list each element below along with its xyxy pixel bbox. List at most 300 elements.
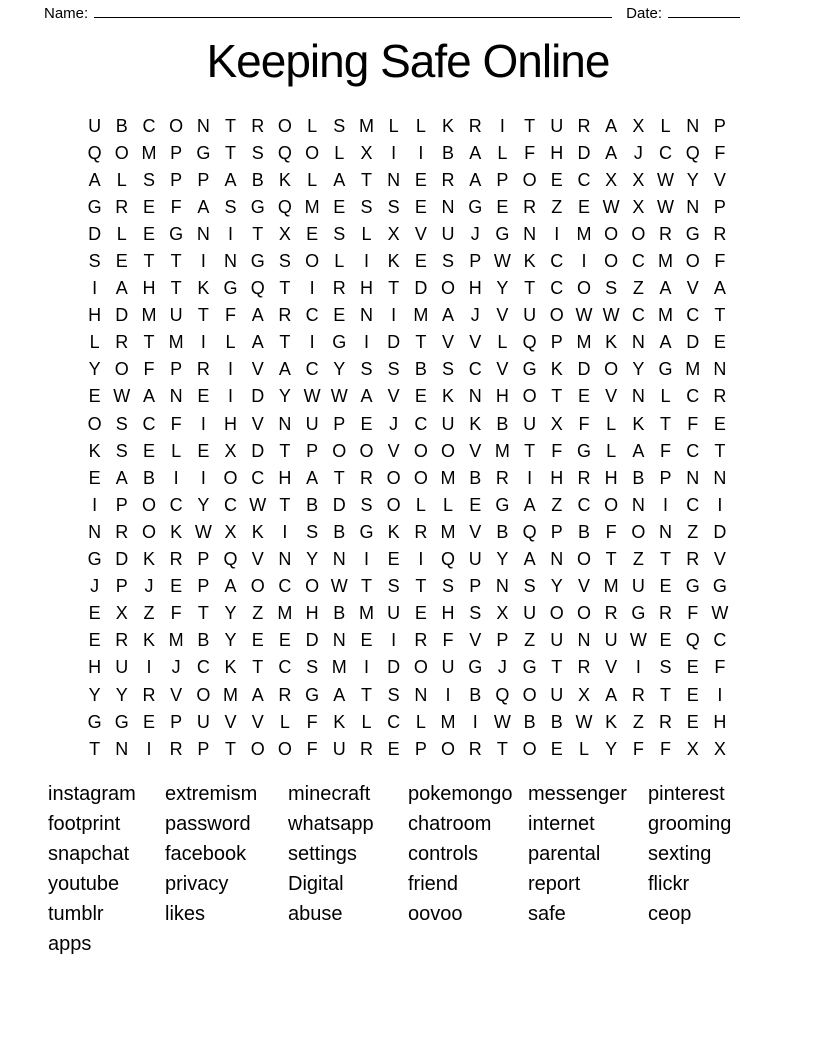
grid-letter: M [304,196,320,217]
grid-letter: R [659,711,673,732]
grid-letter: Q [87,142,102,163]
grid-letter: O [576,549,591,570]
grid-letter: X [686,738,699,759]
grid-letter: R [631,684,645,705]
grid-letter: B [142,467,155,488]
grid-letter: W [602,196,620,217]
grid-letter: V [251,711,264,732]
grid-letter: K [142,549,155,570]
grid-letter: R [659,223,673,244]
grid-letter: Q [522,332,537,353]
grid-letter: U [441,657,455,678]
grid-letter: J [633,142,643,163]
grid-letter: M [494,440,510,461]
grid-letter: L [660,115,671,136]
grid-letter: U [196,711,210,732]
grid-letter: H [278,467,292,488]
grid-letter: V [251,549,264,570]
grid-letter: B [632,467,645,488]
word-item: youtube [48,873,120,895]
word-item: apps [48,933,92,955]
grid-letter: D [577,359,591,380]
grid-letter: G [359,521,374,542]
grid-letter: R [196,359,210,380]
grid-letter: C [686,494,700,515]
grid-letter: Y [197,494,210,515]
grid-letter: M [141,305,157,326]
grid-letter: I [363,549,369,570]
grid-letter: T [143,332,155,353]
grid-letter: E [333,305,346,326]
word-item: extremism [165,783,258,805]
word-item: whatsapp [288,813,374,835]
grid-letter: M [141,142,157,163]
grid-letter: Q [495,684,510,705]
grid-letter: F [143,359,155,380]
grid-letter: S [88,251,101,272]
grid-letter: P [496,630,509,651]
grid-letter: H [468,278,482,299]
grid-letter: U [550,115,564,136]
grid-letter: H [305,603,319,624]
grid-letter: N [631,386,645,407]
grid-letter: B [469,467,482,488]
grid-letter: E [577,196,590,217]
grid-letter: P [170,359,183,380]
grid-letter: M [440,467,456,488]
grid-letter: I [309,332,315,353]
grid-letter: N [88,521,102,542]
grid-letter: S [278,251,291,272]
grid-letter: Q [277,196,292,217]
grid-letter: E [469,494,482,515]
grid-letter: M [685,359,701,380]
grid-letter: X [713,738,726,759]
word-item: minecraft [288,783,371,805]
grid-letter: F [551,440,563,461]
grid-letter: F [632,738,644,759]
grid-letter: L [334,142,345,163]
grid-letter: O [223,467,238,488]
grid-letter: J [470,223,480,244]
grid-letter: G [495,223,510,244]
grid-letter: M [277,603,293,624]
grid-letter: R [577,115,591,136]
grid-letter: N [659,521,673,542]
grid-letter: V [577,576,590,597]
grid-letter: P [115,494,128,515]
grid-letter: G [522,657,537,678]
grid-letter: O [685,251,700,272]
grid-letter: T [714,305,726,326]
grid-letter: I [92,494,98,515]
grid-letter: V [496,359,509,380]
grid-letter: G [169,223,184,244]
word-item: pokemongo [408,783,513,805]
grid-letter: K [88,440,101,461]
grid-letter: I [663,494,669,515]
grid-letter: T [551,386,563,407]
word-list-column [648,779,731,929]
grid-letter: C [251,467,265,488]
grid-letter: M [576,332,592,353]
grid-letter: Y [306,549,319,570]
grid-letter: S [387,576,400,597]
grid-letter: D [88,223,102,244]
grid-letter: N [686,196,700,217]
date-label: Date: [626,5,662,22]
grid-letter: K [469,413,482,434]
grid-letter: K [333,711,346,732]
grid-letter: Z [632,549,644,570]
grid-letter: V [387,386,400,407]
grid-letter: R [713,223,727,244]
page-title: Keeping Safe Online [206,35,610,87]
grid-letter: A [469,169,482,190]
grid-letter: R [115,630,129,651]
grid-letter: E [713,332,726,353]
grid-letter: T [89,738,101,759]
grid-letter: U [169,305,183,326]
grid-letter: E [142,440,155,461]
grid-letter: W [602,305,620,326]
grid-letter: C [169,494,183,515]
grid-letter: P [469,251,482,272]
grid-letter: X [387,223,400,244]
grid-letter: D [305,630,319,651]
grid-letter: X [224,521,237,542]
grid-letter: Y [333,359,346,380]
grid-letter: K [170,521,183,542]
grid-letter: P [469,576,482,597]
grid-letter: N [387,169,401,190]
grid-letter: E [170,576,183,597]
grid-letter: L [415,494,426,515]
grid-letter: I [717,494,723,515]
grid-letter: F [605,521,617,542]
grid-letter: X [632,115,645,136]
grid-letter: B [442,142,455,163]
grid-letter: G [87,549,102,570]
grid-letter: M [413,305,429,326]
grid-letter: G [223,278,238,299]
grid-letter: N [196,115,210,136]
grid-letter: T [605,549,617,570]
grid-letter: I [445,684,451,705]
grid-letter: I [92,278,98,299]
grid-letter: A [523,549,536,570]
grid-letter: B [115,115,128,136]
grid-letter: L [361,223,372,244]
grid-letter: I [228,223,234,244]
grid-letter: O [277,115,292,136]
grid-letter: B [251,169,264,190]
grid-letter: I [363,251,369,272]
grid-letter: C [278,576,292,597]
grid-letter: O [196,684,211,705]
grid-letter: L [443,494,454,515]
grid-letter: K [278,169,291,190]
grid-letter: E [496,196,509,217]
grid-letter: Q [685,142,700,163]
word-list-column [165,779,257,929]
grid-letter: M [358,115,374,136]
grid-letter: I [200,332,206,353]
grid-letter: I [418,549,424,570]
grid-letter: O [305,251,320,272]
grid-letter: P [333,413,346,434]
grid-letter: O [386,494,401,515]
grid-letter: C [142,413,156,434]
grid-letter: Y [632,359,645,380]
grid-letter: G [576,440,591,461]
grid-letter: V [496,305,509,326]
grid-letter: N [713,467,727,488]
grid-letter: K [605,711,618,732]
grid-letter: C [686,386,700,407]
grid-letter: N [115,738,129,759]
grid-letter: K [442,115,455,136]
grid-letter: O [141,521,156,542]
grid-letter: E [686,684,699,705]
word-item: settings [288,843,357,865]
grid-letter: P [170,711,183,732]
grid-letter: D [115,305,129,326]
grid-letter: E [686,657,699,678]
grid-letter: J [389,413,399,434]
grid-letter: B [414,359,427,380]
grid-letter: A [333,169,346,190]
grid-letter: K [387,251,400,272]
grid-letter: E [142,711,155,732]
grid-letter: I [363,657,369,678]
grid-letter: E [278,630,291,651]
grid-letter: N [523,223,537,244]
grid-letter: N [332,630,346,651]
grid-letter: M [168,630,184,651]
grid-letter: E [414,386,427,407]
grid-letter: A [115,278,128,299]
grid-letter: H [142,278,156,299]
grid-letter: U [305,413,319,434]
grid-letter: A [224,169,237,190]
grid-letter: B [306,494,319,515]
word-item: Digital [288,873,344,895]
grid-letter: T [143,251,155,272]
grid-letter: E [414,196,427,217]
grid-letter: W [303,386,321,407]
word-item: chatroom [408,813,492,835]
grid-letter: D [686,332,700,353]
grid-letter: R [523,196,537,217]
name-label: Name: [44,5,89,22]
grid-letter: S [387,684,400,705]
grid-letter: T [551,657,563,678]
grid-letter: V [713,549,726,570]
grid-letter: M [168,332,184,353]
word-item: sexting [648,843,712,865]
grid-letter: R [414,630,428,651]
word-item: tumblr [48,903,104,925]
grid-letter: C [659,142,673,163]
grid-letter: W [330,576,348,597]
grid-letter: E [142,196,155,217]
grid-letter: A [142,386,155,407]
grid-letter: I [717,684,723,705]
grid-letter: K [442,386,455,407]
grid-letter: T [279,494,291,515]
grid-letter: I [391,630,397,651]
grid-letter: V [224,711,237,732]
grid-letter: S [360,196,373,217]
grid-letter: N [359,305,373,326]
word-item: privacy [165,873,229,895]
grid-letter: A [469,142,482,163]
grid-letter: C [577,494,591,515]
grid-letter: R [495,467,509,488]
grid-letter: H [713,711,727,732]
grid-letter: O [441,738,456,759]
grid-letter: R [359,467,373,488]
grid-letter: W [575,711,593,732]
grid-letter: G [658,359,673,380]
grid-letter: M [603,576,619,597]
grid-letter: T [714,440,726,461]
grid-letter: U [523,603,537,624]
grid-letter: Y [224,630,237,651]
grid-letter: T [279,278,291,299]
grid-letter: A [360,386,373,407]
grid-letter: R [441,169,455,190]
grid-letter: J [470,305,480,326]
word-item: safe [528,903,566,925]
grid-letter: I [391,142,397,163]
grid-letter: S [469,603,482,624]
word-item: facebook [165,843,247,865]
grid-letter: T [197,603,209,624]
grid-letter: U [550,684,564,705]
grid-letter: I [200,251,206,272]
word-item: password [165,813,251,835]
grid-letter: I [309,278,315,299]
grid-letter: T [360,169,372,190]
grid-letter: N [631,332,645,353]
grid-letter: N [713,359,727,380]
grid-letter: T [225,738,237,759]
grid-letter: T [524,440,536,461]
grid-letter: L [116,223,127,244]
grid-letter: F [687,603,699,624]
grid-letter: F [578,413,590,434]
grid-letter: P [496,169,509,190]
grid-letter: M [440,711,456,732]
grid-letter: N [332,549,346,570]
grid-letter: F [170,413,182,434]
grid-letter: G [87,196,102,217]
grid-letter: F [524,142,536,163]
wordsearch-grid [81,112,734,762]
grid-letter: V [442,332,455,353]
grid-letter: E [659,576,672,597]
grid-letter: O [141,494,156,515]
grid-letter: I [581,251,587,272]
grid-letter: J [144,576,154,597]
grid-letter: G [250,251,265,272]
grid-letter: H [495,386,509,407]
grid-letter: O [87,413,102,434]
grid-letter: M [658,305,674,326]
grid-letter: R [278,305,292,326]
grid-letter: G [631,603,646,624]
grid-letter: K [550,359,563,380]
grid-letter: T [660,413,672,434]
grid-letter: Z [687,521,699,542]
grid-letter: A [197,196,210,217]
grid-letter: A [251,332,264,353]
grid-letter: E [360,413,373,434]
grid-letter: A [605,142,618,163]
grid-letter: S [360,494,373,515]
grid-letter: T [333,467,345,488]
grid-letter: Y [605,738,618,759]
grid-letter: T [415,576,427,597]
word-item: abuse [288,903,343,925]
grid-letter: N [196,223,210,244]
grid-letter: Q [441,549,456,570]
grid-letter: O [305,142,320,163]
grid-letter: B [197,630,210,651]
grid-letter: B [333,603,346,624]
grid-letter: F [687,413,699,434]
grid-letter: A [605,684,618,705]
grid-letter: V [713,169,726,190]
grid-letter: C [686,440,700,461]
grid-letter: V [251,359,264,380]
grid-letter: X [224,440,237,461]
grid-letter: S [115,440,128,461]
grid-letter: Z [632,711,644,732]
grid-letter: F [714,657,726,678]
grid-letter: Y [88,684,101,705]
grid-letter: Y [278,386,291,407]
grid-letter: C [196,657,210,678]
grid-letter: L [388,115,399,136]
grid-letter: I [554,223,560,244]
grid-letter: U [441,223,455,244]
grid-letter: F [225,305,237,326]
word-item: report [528,873,581,895]
grid-letter: W [629,630,647,651]
grid-letter: X [550,413,563,434]
grid-letter: T [415,332,427,353]
grid-letter: N [441,196,455,217]
grid-letter: L [415,115,426,136]
grid-letter: A [115,467,128,488]
grid-letter: P [713,115,726,136]
grid-letter: R [659,603,673,624]
word-item: footprint [48,813,121,835]
word-item: flickr [648,873,690,895]
grid-letter: O [413,657,428,678]
word-item: likes [165,903,206,925]
word-item: parental [528,843,601,865]
grid-letter: Z [632,278,644,299]
word-list-column [48,779,136,959]
grid-letter: D [414,278,428,299]
grid-letter: V [469,521,482,542]
grid-letter: O [604,494,619,515]
grid-letter: I [527,467,533,488]
